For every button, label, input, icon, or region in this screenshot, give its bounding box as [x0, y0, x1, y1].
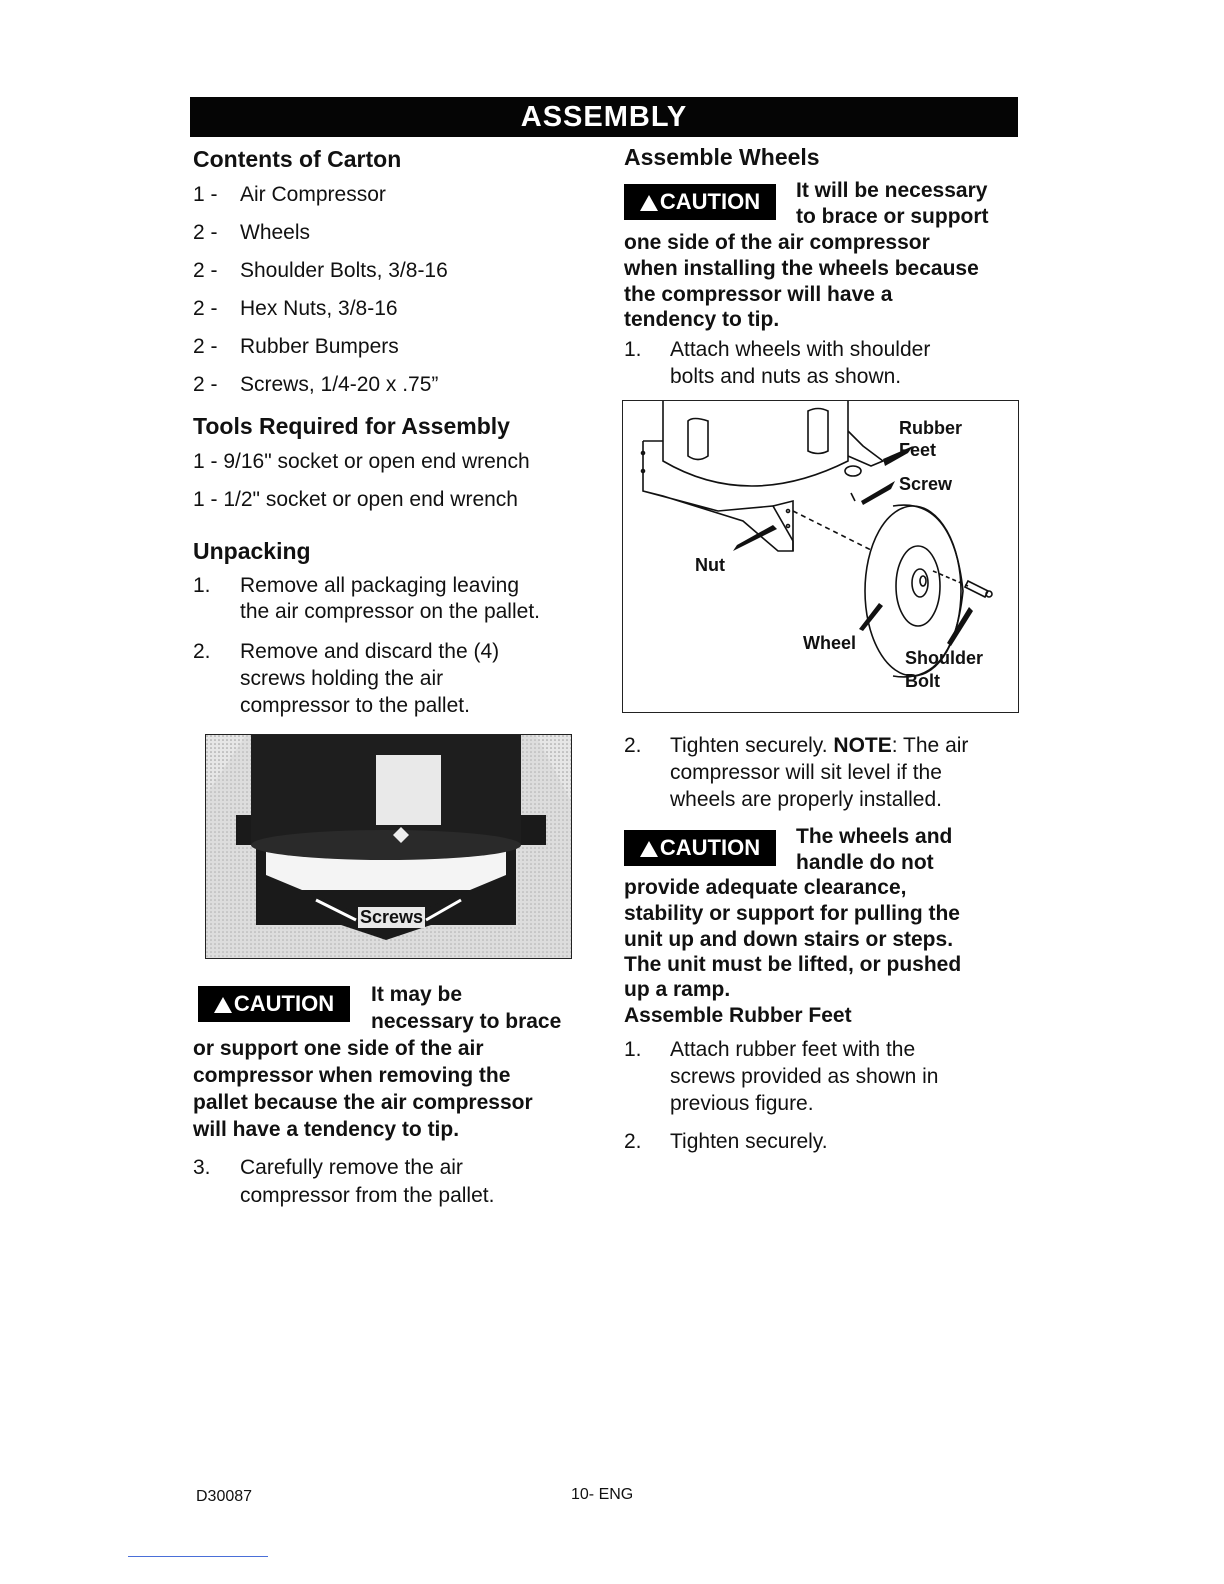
step-text: Attach rubber feet with the [670, 1038, 916, 1061]
step-number: 3. [193, 1156, 211, 1179]
step-text: Remove and discard the (4) [240, 640, 500, 663]
step-text: Remove all packaging leaving [240, 574, 519, 597]
list-item: 2 - Hex Nuts, 3/8-16 [193, 297, 398, 320]
step-text: Carefully remove the air [240, 1156, 463, 1179]
list-item: 1 - Air Compressor [193, 183, 386, 206]
feet-heading: Assemble Rubber Feet [624, 1004, 852, 1027]
step-text: compressor to the pallet. [240, 694, 470, 717]
step-text: Tighten securely. NOTE: The air [670, 734, 969, 757]
step-text: wheels are properly installed. [670, 788, 942, 811]
caution-text: tendency to tip. [624, 308, 780, 331]
step-text: compressor will sit level if the [670, 761, 942, 784]
caution-text: The unit must be lifted, or pushed [624, 953, 962, 976]
page-number: 10- ENG [571, 1486, 634, 1503]
photo-label: Screws [360, 907, 424, 927]
caution-text: compressor when removing the [193, 1064, 511, 1087]
diagram-label: Screw [899, 474, 953, 494]
diagram-label: Feet [899, 440, 937, 460]
diagram-label: Bolt [905, 671, 940, 691]
caution-text: It will be necessary [796, 179, 988, 202]
divider [128, 1556, 268, 1557]
warning-triangle-icon [640, 195, 658, 211]
caution-text: unit up and down stairs or steps. [624, 928, 954, 951]
caution-badge: CAUTION [624, 184, 776, 220]
step-number: 1. [193, 574, 211, 597]
step-text: bolts and nuts as shown. [670, 365, 902, 388]
list-item: 2 - Rubber Bumpers [193, 335, 399, 358]
warning-triangle-icon [640, 841, 658, 857]
caution-text: stability or support for pulling the [624, 902, 960, 925]
warning-triangle-icon [214, 997, 232, 1013]
caution-text: The wheels and [796, 825, 953, 848]
tools-heading: Tools Required for Assembly [193, 413, 510, 439]
step-text: screws provided as shown in [670, 1065, 939, 1088]
unpacking-heading: Unpacking [193, 538, 311, 564]
step-text: compressor from the pallet. [240, 1184, 495, 1207]
caution-text: will have a tendency to tip. [193, 1118, 460, 1141]
step-text: screws holding the air [240, 667, 444, 690]
section-banner: ASSEMBLY [190, 97, 1018, 137]
diagram-label: Nut [695, 555, 725, 575]
step-number: 1. [624, 338, 642, 361]
caution-text: handle do not [796, 851, 934, 874]
list-item: 1 - 9/16" socket or open end wrench [193, 450, 530, 473]
caution-text: when installing the wheels because [624, 257, 979, 280]
step-number: 1. [624, 1038, 642, 1061]
step-number: 2. [624, 1130, 642, 1153]
step-number: 2. [193, 640, 211, 663]
caution-text: the compressor will have a [624, 283, 893, 306]
note-label: NOTE [833, 734, 892, 757]
list-item: 2 - Screws, 1/4-20 x .75” [193, 373, 439, 396]
caution-text: up a ramp. [624, 978, 731, 1001]
step-text: Tighten securely. [670, 1130, 828, 1153]
diagram-label: Wheel [803, 633, 857, 653]
document-code: D30087 [196, 1488, 253, 1505]
step-number: 2. [624, 734, 642, 757]
diagram-label: Rubber [899, 418, 962, 438]
caution-text: It may be [371, 983, 463, 1006]
step-text: previous figure. [670, 1092, 814, 1115]
list-item: 2 - Wheels [193, 221, 311, 244]
caution-text: one side of the air compressor [624, 231, 930, 254]
caution-badge: CAUTION [624, 830, 776, 866]
wheels-heading: Assemble Wheels [624, 144, 820, 170]
caution-badge: CAUTION [198, 986, 350, 1022]
diagram-label: Shoulder [905, 648, 984, 668]
left-column [193, 146, 593, 173]
pallet-photo [205, 734, 572, 959]
caution-text: to brace or support [796, 205, 989, 228]
caution-text: or support one side of the air [193, 1037, 484, 1060]
caution-text: provide adequate clearance, [624, 876, 907, 899]
step-text: Attach wheels with shoulder [670, 338, 931, 361]
list-item: 1 - 1/2" socket or open end wrench [193, 488, 518, 511]
step-text: the air compressor on the pallet. [240, 600, 540, 623]
caution-text: pallet because the air compressor [193, 1091, 533, 1114]
contents-heading: Contents of Carton [193, 146, 402, 172]
caution-text: necessary to brace [371, 1010, 562, 1033]
wheel-assembly-diagram [622, 400, 1019, 713]
list-item: 2 - Shoulder Bolts, 3/8-16 [193, 259, 448, 282]
